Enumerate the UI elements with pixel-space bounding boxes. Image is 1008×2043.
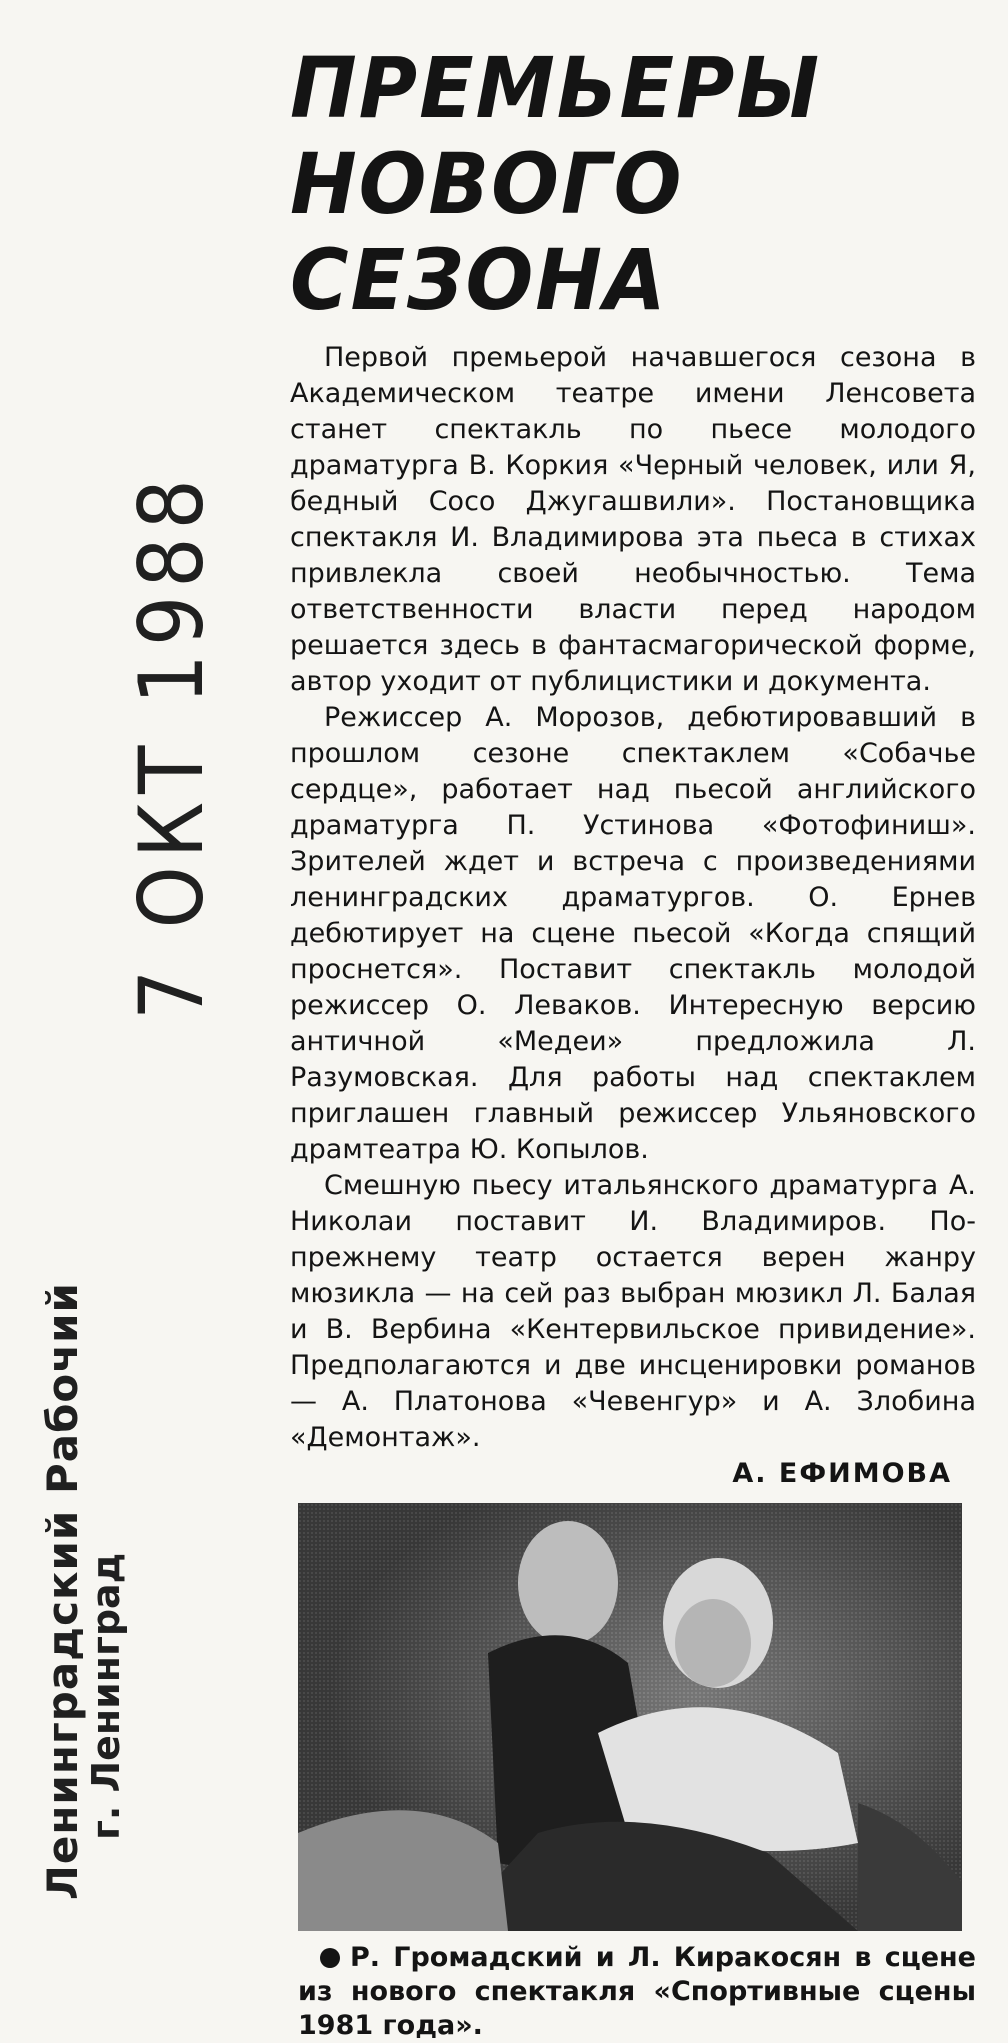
photo-caption (290, 1941, 976, 2043)
paragraph-3: Смешную пьесу итальянского драматурга А. Николаи поставит И. Владимиров. По-прежнему театр остается верен жанру мюзикла — на сей раз выбран мюзикл Л. Балая и В. Вербина «Кентервильское привидение». Предполагаются и две инсценировки романов — А. Платонова «Чевенгур» и А. Злобина «Демонтаж». (290, 1170, 976, 1453)
stage-photo-image (298, 1503, 962, 1931)
headline (290, 40, 942, 328)
stage-photo (298, 1503, 962, 1931)
paragraph-1: Первой премьерой начавшегося сезона в Академическом театре имени Ленсовета станет спектакль по пьесе молодого драматурга В. Коркия «Черный человек, или Я, бедный Сосо Джугашвили». Постановщика спектакля И. Владимирова эта пьеса в стихах привлекла своей необычностью. Тема ответственности власти перед народом решается здесь в фантасмагорической форме, автор уходит от публицистики и документа. (290, 342, 976, 697)
headline-line-1: ПРЕМЬЕРЫ (290, 39, 821, 137)
newspaper-name: Ленинградский Рабочий (38, 1282, 87, 1900)
newspaper-city: г. Ленинград (84, 1552, 129, 1840)
bullet-icon (320, 1948, 340, 1968)
paragraph-2: Режиссер А. Морозов, дебютировавший в прошлом сезоне спектаклем «Собачье сердце», работает над пьесой английского драматурга П. Устинова «Фотофиниш». Зрителей ждет и встреча с произведениями ленинградских драматургов. О. Ернев дебютирует на сцене пьесой «Когда спящий проснется». Поставит спектакль молодой режиссер О. Леваков. Интересную версию античной «Медеи» предложила Л. Разумовская. Для работы над спектаклем приглашен главный режиссер Ульяновского драмтеатра Ю. Копылов. (290, 702, 976, 1165)
caption-text: Р. Громадский и Л. Киракосян в сцене из нового спектакля «Спортивные сцены 1981 года». (298, 1942, 976, 2041)
article-body (290, 340, 976, 1456)
date-stamp: 7 ОКТ 1988 (120, 471, 223, 1020)
headline-line-2: НОВОГО СЕЗОНА (290, 135, 684, 329)
newspaper-stamp (40, 1282, 128, 1900)
article (290, 40, 976, 2043)
author-byline: А. ЕФИМОВА (732, 1458, 952, 1489)
